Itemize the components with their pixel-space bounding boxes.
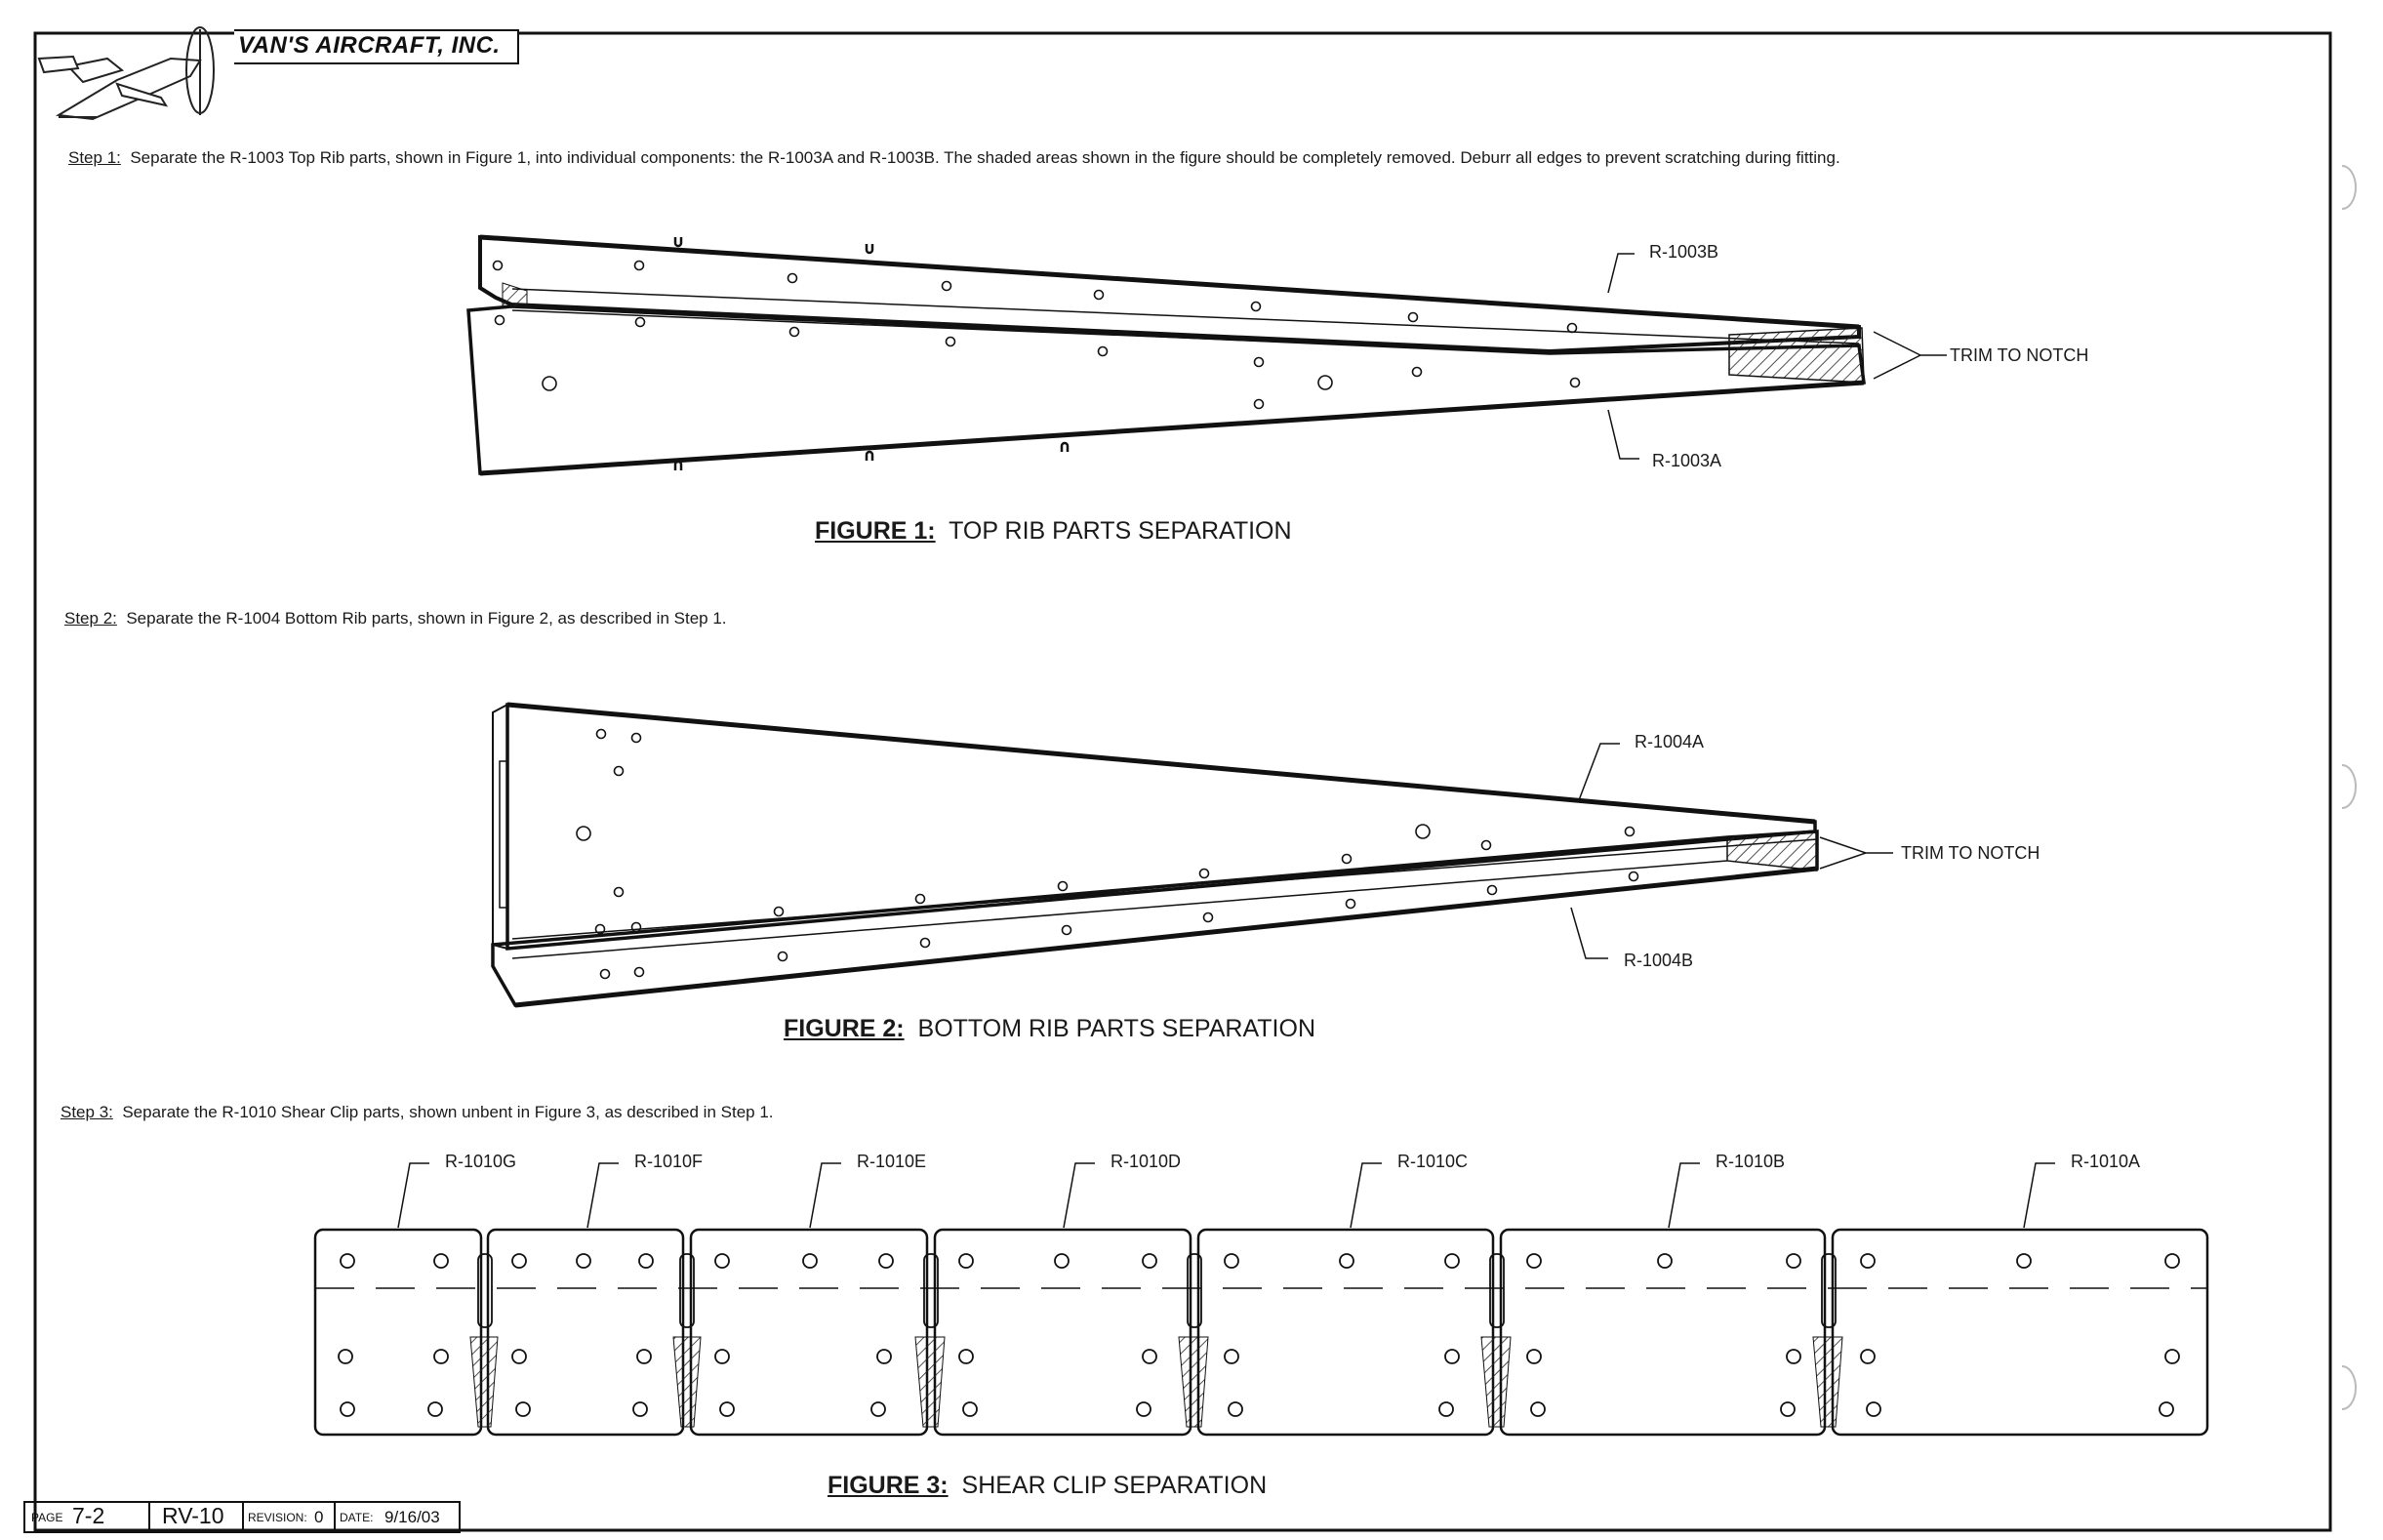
figure2-caption-text: BOTTOM RIB PARTS SEPARATION (917, 1015, 1316, 1042)
label-r1010e: R-1010E (857, 1152, 927, 1171)
footer-date-cell (334, 1501, 461, 1533)
step1-text: Separate the R-1003 Top Rib parts, shown in Figure 1, into individual components: the R-1003A and R-1003B. The shaded areas shown in the figure should be completely removed. Deburr all edges to prevent scratching during fitting. (130, 148, 1840, 167)
airplane-logo (39, 27, 214, 119)
figure3-caption (828, 1472, 1267, 1500)
figure3-drawing (315, 1163, 2207, 1435)
label-r1003b: R-1003B (1649, 242, 1719, 262)
step2-text: Separate the R-1004 Bottom Rib parts, shown in Figure 2, as described in Step 1. (126, 609, 727, 628)
label-r1004b: R-1004B (1624, 951, 1694, 970)
label-r1003a: R-1003A (1652, 451, 1722, 470)
figure2-caption (784, 1015, 1315, 1043)
footer-page-label: PAGE (31, 1511, 63, 1524)
step1-label: Step 1: (68, 148, 121, 167)
step1-instruction (68, 148, 1840, 168)
binder-holes (2342, 166, 2356, 1409)
figure1-drawing (468, 237, 1947, 473)
label-r1010g: R-1010G (445, 1152, 517, 1171)
footer-model-cell (148, 1501, 244, 1533)
figure2-caption-number: FIGURE 2: (784, 1015, 905, 1042)
label-r1010c: R-1010C (1397, 1152, 1469, 1171)
footer-revision-value: 0 (314, 1508, 324, 1526)
label-r1010a: R-1010A (2071, 1152, 2141, 1171)
step3-text: Separate the R-1010 Shear Clip parts, shown unbent in Figure 3, as described in Step 1. (122, 1103, 774, 1121)
drawing-border (35, 33, 2330, 1530)
step3-instruction (61, 1103, 774, 1122)
footer-date-label: DATE: (340, 1511, 374, 1524)
figure3-caption-text: SHEAR CLIP SEPARATION (961, 1472, 1268, 1499)
step3-label: Step 3: (61, 1103, 113, 1121)
footer-model: RV-10 (162, 1503, 224, 1528)
step2-label: Step 2: (64, 609, 117, 628)
figure3-caption-number: FIGURE 3: (828, 1472, 949, 1499)
company-title-box (234, 29, 519, 64)
footer-date-value: 9/16/03 (384, 1508, 440, 1526)
figure1-caption (815, 517, 1292, 546)
footer-page-value: 7-2 (72, 1503, 105, 1528)
footer-revision-cell (242, 1501, 336, 1533)
step2-instruction (64, 609, 727, 628)
label-r1010b: R-1010B (1716, 1152, 1786, 1171)
label-r1010f: R-1010F (634, 1152, 704, 1171)
label-r1004a: R-1004A (1635, 732, 1705, 751)
company-title: VAN'S AIRCRAFT, INC. (238, 32, 501, 59)
footer-page-cell (23, 1501, 150, 1533)
trim-to-notch-label-1: TRIM TO NOTCH (1950, 345, 2089, 365)
footer-revision-label: REVISION: (248, 1511, 307, 1524)
figure1-caption-number: FIGURE 1: (815, 517, 936, 545)
figure1-caption-text: TOP RIB PARTS SEPARATION (949, 517, 1292, 545)
trim-to-notch-label-2: TRIM TO NOTCH (1901, 843, 2040, 863)
label-r1010d: R-1010D (1111, 1152, 1182, 1171)
